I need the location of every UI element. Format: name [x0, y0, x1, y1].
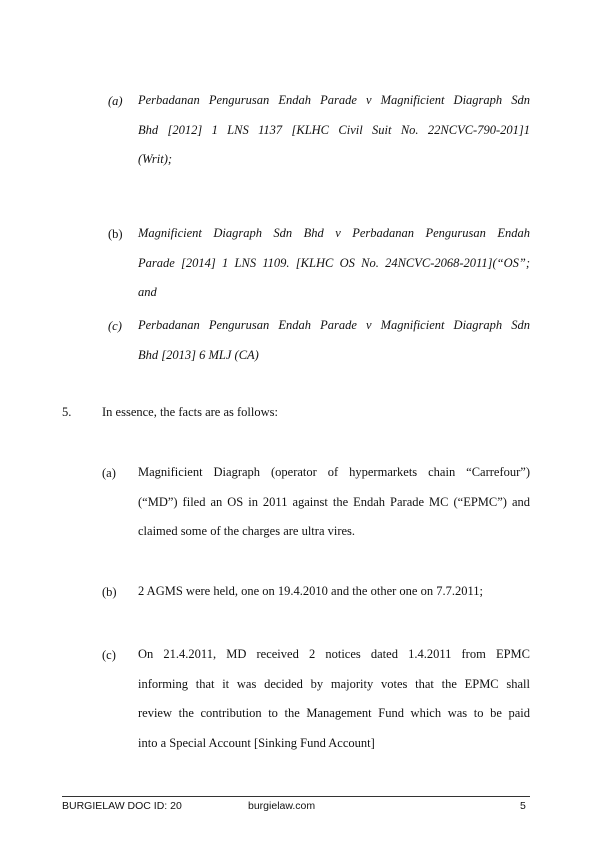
fact-b-line-1: 2 AGMS were held, one on 19.4.2010 and the other one on 7.7.2011;: [138, 584, 483, 598]
fact-c-label: (c): [102, 648, 116, 662]
fact-a-line-3: claimed some of the charges are ultra vires.: [138, 524, 356, 538]
authority-c-line-2: Bhd [2013] 6 MLJ (CA): [138, 347, 259, 362]
authority-a-text: [138, 86, 530, 175]
authority-c-line-1: Perbadanan Pengurusan Endah Parade v Magnificient Diagraph Sdn: [138, 318, 530, 332]
footer-page-number: 5: [520, 800, 526, 812]
authority-b-line-3: and: [138, 285, 157, 299]
paragraph-5-number: 5.: [62, 405, 72, 419]
authority-a-line-3: (Writ);: [138, 152, 173, 166]
fact-c-line-3: review the contribution to the Management Fund which was to be paid: [138, 706, 530, 720]
fact-c-line-2: informing that it was decided by majority votes that the EPMC shall: [138, 676, 530, 691]
fact-b-text: [138, 577, 530, 607]
fact-a-text: [138, 458, 530, 547]
paragraph-5-text: In essence, the facts are as follows:: [102, 405, 278, 419]
authority-c-text: [138, 311, 530, 370]
fact-a-label: (a): [102, 466, 116, 480]
authority-b-label: (b): [108, 227, 123, 241]
authority-a-line-1: Perbadanan Pengurusan Endah Parade v Magnificient Diagraph Sdn: [138, 93, 530, 107]
footer-divider: [62, 796, 530, 797]
authority-b-text: [138, 219, 530, 308]
footer-doc-id: BURGIELAW DOC ID: 20: [62, 800, 182, 812]
authority-c-label: (c): [108, 319, 122, 333]
authority-b-line-2: Parade [2014] 1 LNS 1109. [KLHC OS No. 24NCVC-2068-2011](“OS”;: [138, 255, 530, 270]
footer-site: burgielaw.com: [248, 800, 316, 812]
fact-c-text: [138, 640, 530, 758]
authority-b-line-1: Magnificient Diagraph Sdn Bhd v Perbadanan Pengurusan Endah: [138, 226, 530, 240]
authority-a-line-2: Bhd [2012] 1 LNS 1137 [KLHC Civil Suit No. 22NCVC-790-201]1: [138, 122, 530, 137]
fact-c-line-1: On 21.4.2011, MD received 2 notices dated 1.4.2011 from EPMC: [138, 647, 530, 661]
fact-b-label: (b): [102, 585, 117, 599]
fact-a-line-1: Magnificient Diagraph (operator of hypermarkets chain “Carrefour”): [138, 465, 530, 479]
fact-a-line-2: (“MD”) filed an OS in 2011 against the Endah Parade MC (“EPMC”) and: [138, 494, 530, 509]
authority-a-label: (a): [108, 94, 123, 108]
fact-c-line-4: into a Special Account [Sinking Fund Account]: [138, 735, 375, 750]
